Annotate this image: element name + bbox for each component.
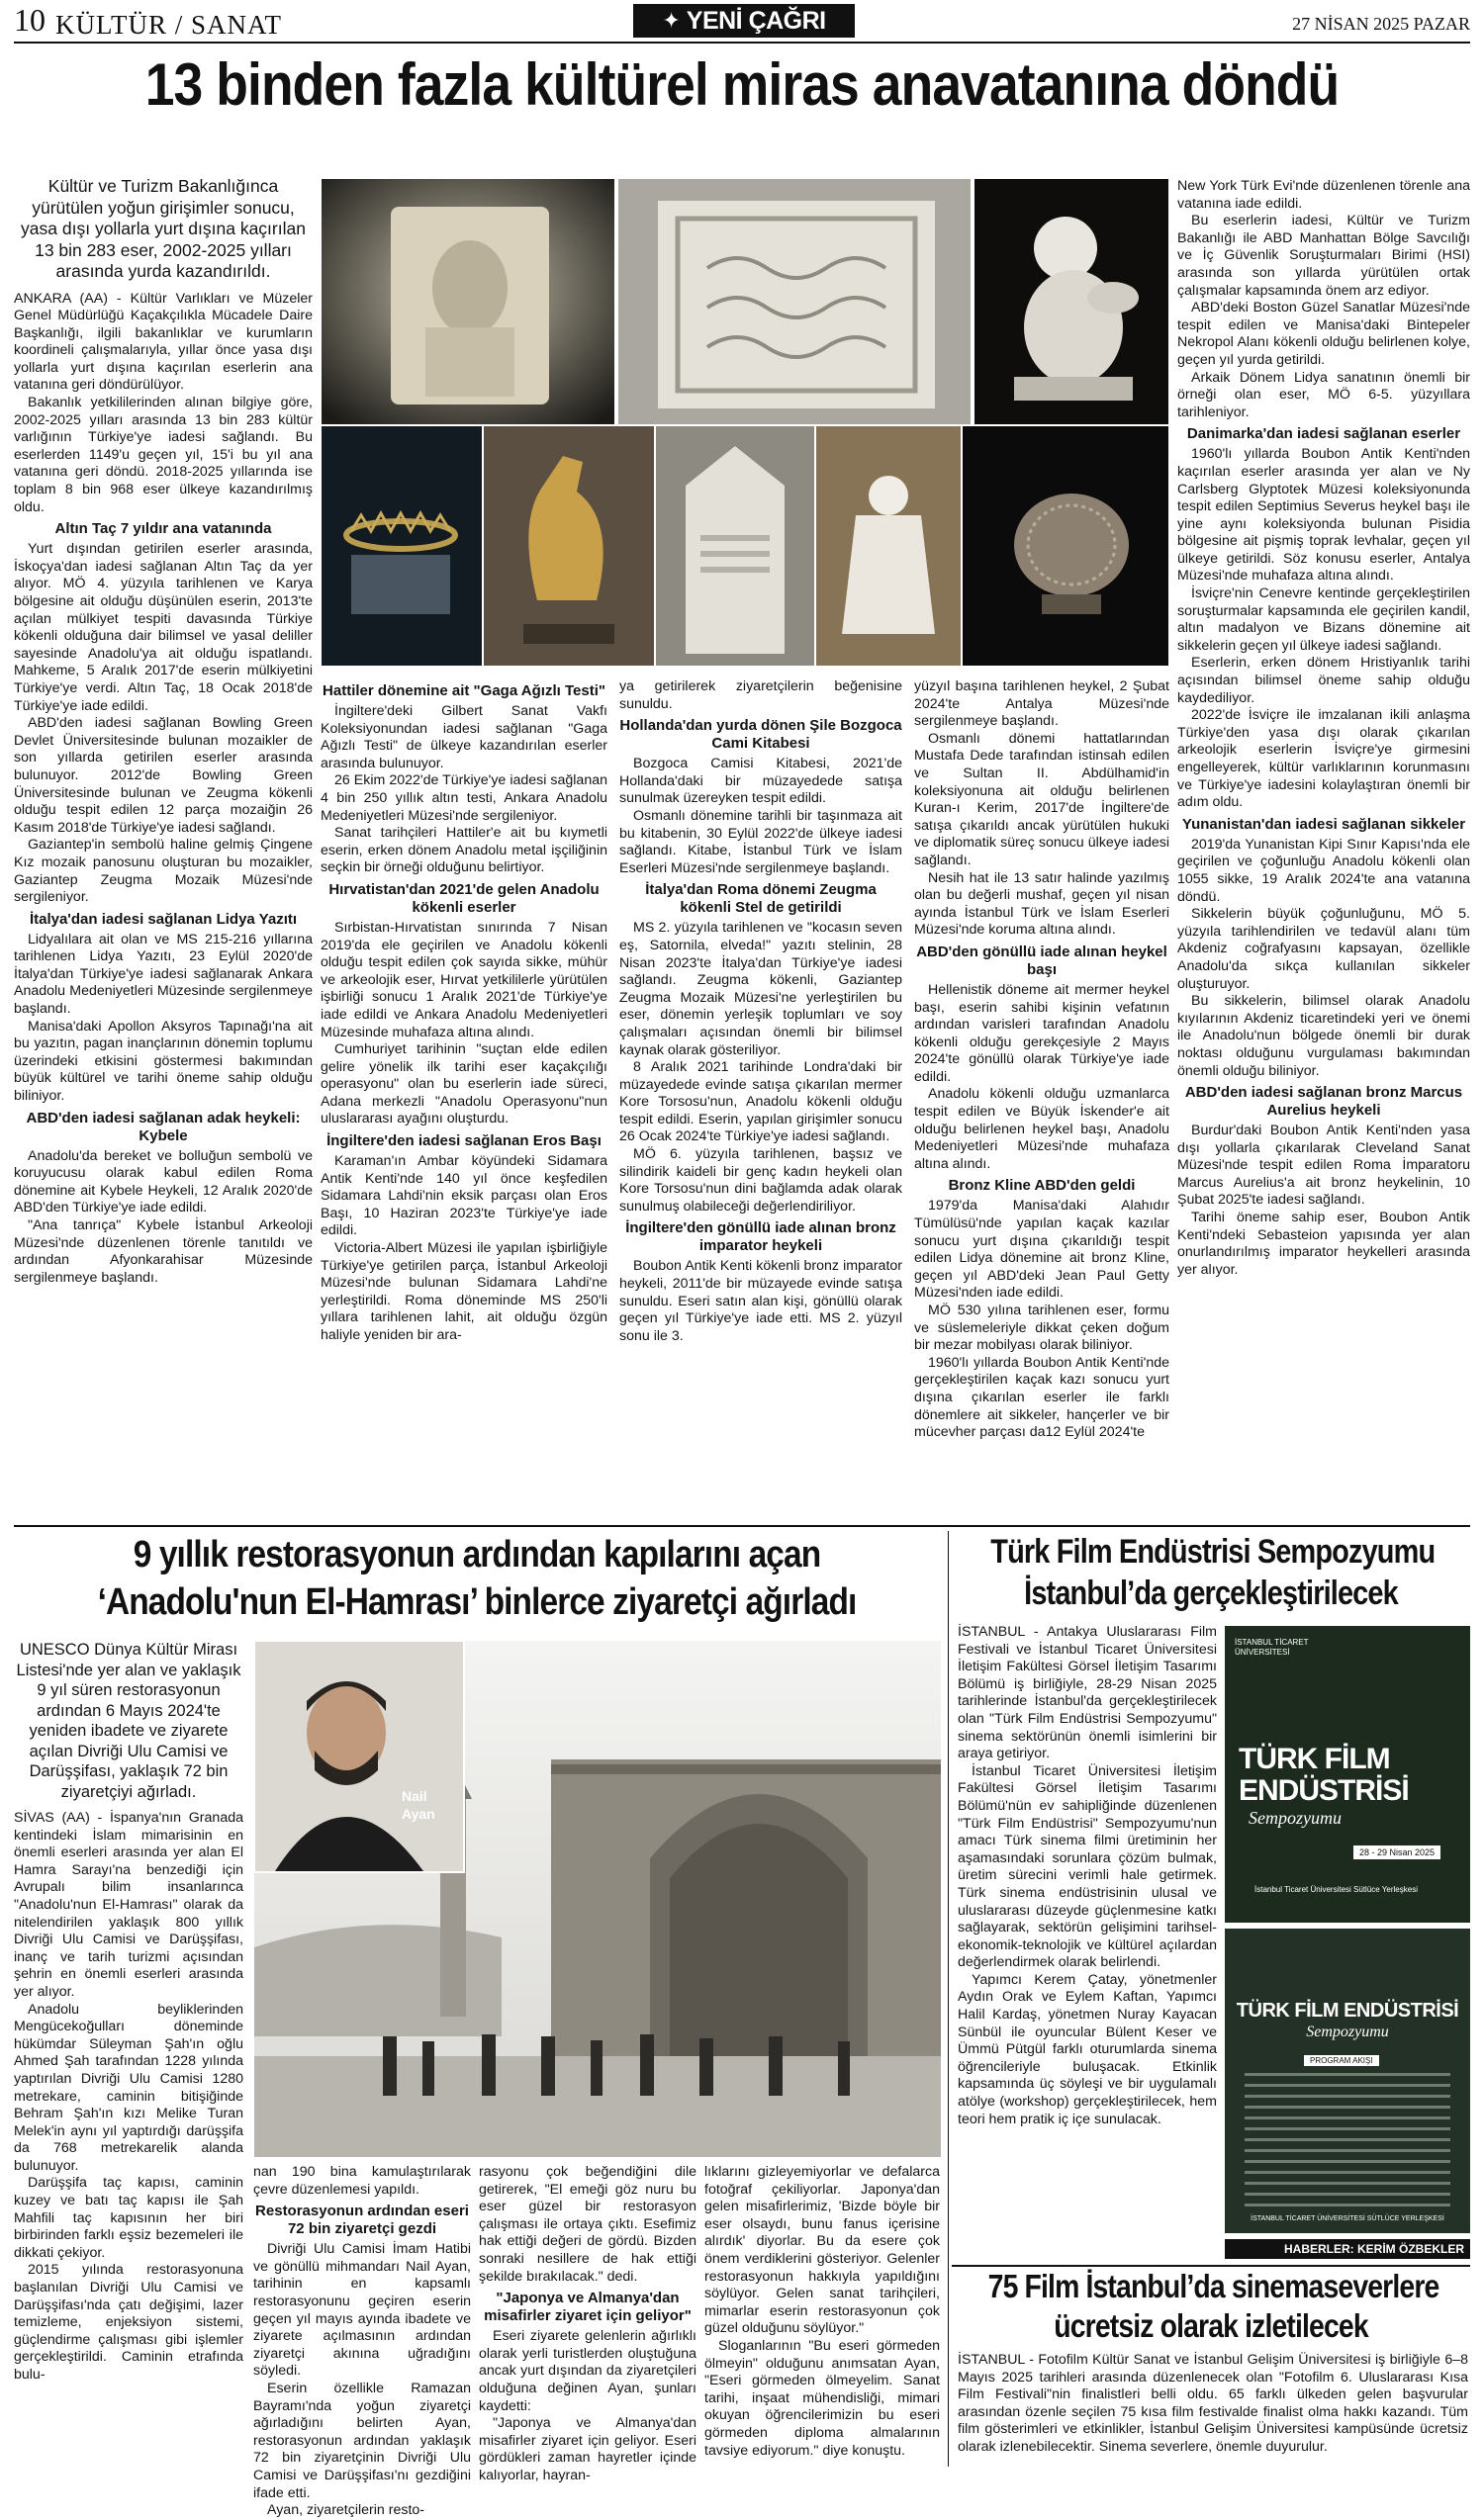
paragraph: İstanbul Ticaret Üniversitesi İletişim Fakültesi Görsel İletişim Tasarımı Bölümü'nün ev sahipliğinde düzenlenen "Türk Film Endüstrisi" Sempozyumu'nun amacı Türk sinema filmi üretiminin her aşamasındaki sorunlara çözüm bulmak, üretim sürecini verimli hale getirmek. Türk sinema endüstrisinin ulusal ve uluslararası düzeyde güçlenmesine katkı sağlayarak, sektörün gelişimini tarihsel- ekonomik-teknolojik ve kültürel açılardan değerlendirmek olarak belirlendi. xyxy=(958,1762,1217,1971)
photo-stele xyxy=(321,178,615,425)
poster1-subtitle: Sempozyumu xyxy=(1249,1808,1342,1828)
poster2-footer: İSTANBUL TİCARET ÜNİVERSİTESİ SÜTLÜCE YERLEŞKESİ xyxy=(1251,2215,1444,2222)
issue-date: 27 NİSAN 2025 PAZAR xyxy=(1292,14,1470,34)
photo-inscription-stone xyxy=(655,425,815,667)
article2-col2 xyxy=(253,2164,471,2519)
subheading: Hırvatistan'dan 2021'de gelen Anadolu kökenli eserler xyxy=(328,880,600,916)
poster2-program-label: PROGRAM AKIŞI xyxy=(1304,2055,1379,2066)
paragraph: Anadolu kökenli olduğu uzmanlarca tespit edilen ve Büyük İskender'e ait olduğu belirlenen heykel başı, Anadolu Medeniyetleri Müzesi'nde muhafaza altına alındı. xyxy=(914,1086,1169,1172)
paragraph: Bu eserlerin iadesi, Kültür ve Turizm Bakanlığı ile ABD Manhattan Bölge Savcılığı ve İç Güvenlik Soruşturmaları Birimi (HSI) arasında son yıllarda yürütülen ortak çalışmalar kapsamında önem arz ediyor. xyxy=(1177,213,1470,299)
paragraph: "Japonya ve Almanya'dan misafirler ziyaret için geliyor. Eseri gördükleri zaman hayretler içinde kalıyorlar, hayran- xyxy=(479,2415,696,2483)
paragraph: 2022'de İsviçre ile imzalanan ikili anlaşma Türkiye'den yasa dışı olarak çıkarılan arkeolojik eserlerin İsviçre'ye girmesini engelleyerek, kültür varlıklarının korunmasını ve Türkiye'ye iadesini kolaylaştıran önemli bir adım oldu. xyxy=(1177,707,1470,811)
paragraph: Osmanlı dönemi hattatlarından Mustafa Dede tarafından istinsah edilen ve Sultan II. Abdülhamid'in koleksiyonuna ait olduğu belirlenen Kuran-ı Kerim, 2017'de İngiltere'de satışa çıkarıldı ancak yürütülen hukuki ve diplomatik süreç sonucu ülkeye iadesi sağlandı. xyxy=(914,730,1169,868)
photo-crown xyxy=(321,425,483,667)
photo-jug xyxy=(483,425,655,667)
paragraph: İSTANBUL - Antakya Uluslararası Film Festivali ve İstanbul Ticaret Üniversitesi İletişim Fakültesi Görsel İletişim Tasarımı Bölümü iş birliğiyle, 28-29 Nisan 2025 tarihlerinde İstanbul'da gerçekleştirilecek olan "Türk Film Endüstrisi Sempozyumu" sinema sektörünün önemli isimlerini bir araya getiriyor. xyxy=(958,1624,1217,1762)
paragraph: SİVAS (AA) - İspanya'nın Granada kentindeki İslam mimarisinin en önemli eserleri arasında yer alan El Hamra Sarayı'na benzediği için Avrupalı bilim insanlarınca "Anadolu'nun El-Hamrası" olarak da nitelendirilen yaklaşık 800 yıllık Divriği Ulu Camisi ve Darüşşifası, inanç ve tarih turizmi açısından şehrin en önemli eserleri arasında yer alıyor. xyxy=(14,1810,243,2000)
paragraph: lıklarını gizleyemiyorlar ve defalarca fotoğraf çekiliyorlar. Japonya'dan gelen misafirlerimiz, 'Bizde böyle bir eser olsaydı, bunu fanus içerisine alırdık' diyorlar. Bu da esere çok önem verdiklerini gösteriyor. Gelenler restorasyonun hakkıyla yapıldığını söylüyor. Gelen sanat tarihçileri, mimarlar eserin restorasyonun çok güzel olduğunu söylüyor." xyxy=(704,2164,940,2337)
section-label: KÜLTÜR / SANAT xyxy=(55,10,283,40)
vertical-rule xyxy=(948,1531,949,2467)
article1-col4 xyxy=(914,678,1169,1519)
section-rule xyxy=(14,1525,1470,1527)
paragraph: Boubon Antik Kenti kökenli bronz imparator heykeli, 2011'de bir müzayede evinde satışa sunuldu. Eseri satın alan kişi, gönüllü olarak geçen yıl Türkiye'ye iade etti. MS 2. yüzyıl sonu ile 3. xyxy=(619,1258,902,1344)
paragraph: MS 2. yüzyıla tarihlenen ve "kocasın seven eş, Satornila, elveda!" yazıtı stelinin, 28 Nisan 2023'te İtalya'dan Türkiye'ye iadesi sağlandı. Zeugma kökenli, Gaziantep Zeugma Mozaik Müzesi'ne yerleştirilen bu eser, dönemin yerleşik toplumları ve soy çalışmaları açısından önemli bir bilimsel kaynak olarak gösteriliyor. xyxy=(619,920,902,1058)
paragraph: Bu sikkelerin, bilimsel olarak Anadolu kıyılarının Akdeniz ticaretindeki yeri ve önemi ile Anadolu'nun bölgede önemli bir durak noktası olduğunu vurgulaması bakımından önemli olduğu biliniyor. xyxy=(1177,993,1470,1079)
article4-headline-line2: ücretsiz olarak izletilecek xyxy=(1054,2307,1368,2344)
paragraph: Gaziantep'in sembolü haline gelmiş Çingene Kız mozaik panosunu oluşturan bu mozaikler, Gaziantep Zeugma Mozaik Müzesi'nde sergileniyor. xyxy=(14,837,313,906)
article1-col2 xyxy=(321,678,607,1519)
article2-col4 xyxy=(704,2164,940,2467)
paragraph: Sanat tarihçileri Hattiler'e ait bu kıymetli eserin, erken dönem Anadolu metal işçiliğinin seçkin bir örneği olduğunu belirtiyor. xyxy=(321,825,607,876)
subheading: İtalya'dan Roma dönemi Zeugma kökenli Stel de getirildi xyxy=(645,881,877,917)
masthead-rule xyxy=(14,42,1470,44)
paragraph: Victoria-Albert Müzesi ile yapılan işbirliğiyle Türkiye'ye getirilen parça, İstanbul Arkeoloji Müzesi'nde bulunan Sidamara Lahdi'ne yerleştirildi. Roma döneminde MS 250'li yıllara tarihlenen lahit, ait olduğu özgün haliyle yeniden bir ara- xyxy=(321,1240,607,1343)
paragraph: "Ana tanrıça" Kybele İstanbul Arkeoloji Müzesi'nde düzenlenen törenle tanıtıldı ve ardından Afyonkarahisar Müzesinde sergilenmeye başlandı. xyxy=(14,1217,313,1286)
article2-col3 xyxy=(479,2164,696,2483)
paragraph: Arkaik Dönem Lidya sanatının önemli bir örneği olan eser, MÖ 6-5. yüzyıllara tarihleniyor. xyxy=(1177,369,1470,420)
paragraph: 2015 yılında restorasyonuna başlanılan Divriği Ulu Camisi ve Darüşşifası'nda çatı değişimi, lazer temizleme, enjeksiyon sistemi, güçlendirme çalışması gibi işlemler gerçekleştirildi. Caminin etrafında bulu- xyxy=(14,2262,243,2383)
newspaper-logo xyxy=(633,4,855,38)
photo-tablet xyxy=(617,178,972,425)
paragraph: Sikkelerin büyük çoğunluğunu, MÖ 5. yüzyıla tarihlendirilen ve tedavül alanı tüm Akdeniz coğrafyasını kapsayan, özellikle Anadolu'da sıkça kullanılan sikkeler oluşturuyor. xyxy=(1177,906,1470,992)
paragraph: Eseri ziyarete gelenlerin ağırlıklı olarak yerli turistlerden oluştuğuna ancak yurt dışından da ziyaretçileri olduğuna değinen Ayan, şunları kaydetti: xyxy=(479,2328,696,2414)
paragraph: 26 Ekim 2022'de Türkiye'ye iadesi sağlanan 4 bin 250 yıllık altın testi, Ankara Anadolu Medeniyetleri Müzesi'nde sergileniyor. xyxy=(321,772,607,824)
paragraph: Bakanlık yetkililerinden alınan bilgiye göre, 2002-2025 yılları arasında 13 bin 283 kültür varlığının Türkiye'ye iadesi sağlandı. Bu eserlerden 1149'u geçen yıl, 15'i bu yıl ana vatanına geri döndü. 2018-2025 yıllarında ise toplam 8 bin 968 eser ülkeye kazandırılmış oldu. xyxy=(14,395,313,515)
article1-headline: 13 binden fazla kültürel miras anavatanına döndü xyxy=(144,51,1340,118)
paragraph: 2019'da Yunanistan Kipi Sınır Kapısı'nda ele geçirilen ve çoğunluğu Anadolu kökenli olan 1055 sikke, 19 Aralık 2024'te ana vatanına döndü. xyxy=(1177,836,1470,905)
paragraph: Darüşşifa taç kapısı, caminin kuzey ve batı taç kapısı ile Şah Mahfili taç kapısının her biri birbirinden farklı eşsiz bezemeleri ile dikkati çekiyor. xyxy=(14,2175,243,2261)
subheading: ABD'den iadesi sağlanan adak heykeli: Kybele xyxy=(26,1109,301,1144)
paragraph: 8 Aralık 2021 tarihinde Londra'daki bir müzayedede evinde satışa çıkarılan mermer Kore Torsosu'nun, Anadolu kökenli olduğu tespit edildi. Eserin, yapılan girişimler sonucu 26 Ocak 2024'te Türkiye'ye iadesi sağlandı. xyxy=(619,1059,902,1145)
paragraph: Eserlerin, erken dönem Hristiyanlık tarihi açısından bilimsel öneme sahip olduğu kaydediliyor. xyxy=(1177,655,1470,706)
paragraph: ya getirilerek ziyaretçilerin beğenisine sunuldu. xyxy=(619,678,902,712)
paragraph: Tarihi öneme sahip eser, Boubon Antik Kenti'ndeki Sebasteion yapısında yer alan onurlandırılmış imparator heykelleri arasında yer alıyor. xyxy=(1177,1210,1470,1278)
paragraph: Sloganlarının "Bu eseri görmeden ölmeyin" olduğunu anımsatan Ayan, "Eseri görmeden ölmeyelim. Sanat tarihi, inşaat mühendisliği, mimari okuyan öğrencilerimizin bu eseri görmeden diploma almalarının tavsiye ediyorum." diye konuştu. xyxy=(704,2337,940,2459)
article3-headline-line1: Türk Film Endüstrisi Sempozyumu xyxy=(990,1533,1436,1571)
author-photo xyxy=(253,1640,465,1873)
paragraph: Anadolu'da bereket ve bolluğun sembolü ve koruyucusu olarak kabul edilen Roma dönemine ait Kybele Heykeli, 12 Aralık 2020'de ABD'den Türkiye'ye iade edildi. xyxy=(14,1147,313,1216)
article4-headline-line1: 75 Film İstanbul’da sinemaseverlere xyxy=(987,2268,1439,2304)
paragraph: Karaman'ın Ambar köyündeki Sidamara Antik Kenti'nde 140 yıl önce keşfedilen Sidamara Lahdi'nin eksik parçası olan Eros Başı, 10 Haziran 2023'te Türkiye'ye iade edildi. xyxy=(321,1153,607,1239)
subheading: İngiltere'den gönüllü iade alınan bronz imparator heykeli xyxy=(625,1219,896,1255)
poster1-title-line1: TÜRK FİLM xyxy=(1239,1743,1390,1775)
paragraph: Yapımcı Kerem Çatay, yönetmenler Aydın Orak ve Eylem Kaftan, Yapımcı Halil Kardaş, yönetmen Nuray Kayacan Sünbül ile oyuncular Bülent Keser ve Ümmü Pütgül farklı oturumlarda sinema öğrencileriyle buluşacak. Etkinlik kapsamında üç söyleşi ve bir uygulamalı atölye (workshop) gerçekleştirilecek, hem teori hem pratik iç içe sunulacak. xyxy=(958,1971,1217,2127)
subheading: ABD'den iadesi sağlanan bronz Marcus Aurelius heykeli xyxy=(1184,1084,1463,1120)
symposium-poster-2 xyxy=(1225,1929,1470,2233)
poster1-venue: İstanbul Ticaret Üniversitesi Sütlüce Yerleşkesi xyxy=(1254,1885,1418,1894)
paragraph: Yurt dışından getirilen eserler arasında, İskoçya'dan iadesi sağlanan Altın Taç da yer alıyor. MÖ 4. yüzyıla tarihlenen ve Karya bölgesine ait olduğu düşünülen eserin, 2013'te açılan mülkiyet tespiti davasında Türkiye kökenli olduğuna dair bilimsel ve yasal deliller sayesinde Anadolu'ya ait olduğu ispatlandı. Mahkeme, 5 Aralık 2017'de eserin mülkiyetini Türkiye'ye verdi. Altın Taç, 18 Ocak 2018'de Türkiye'ye iade edildi. xyxy=(14,541,313,714)
subheading: Altın Taç 7 yıldır ana vatanında xyxy=(54,520,272,538)
poster2-program-lines xyxy=(1245,2073,1450,2207)
paragraph: Ayan, ziyaretçilerin resto- xyxy=(267,2502,425,2519)
paragraph: Osmanlı dönemine tarihli bir taşınmaza ait bu kitabenin, 30 Eylül 2022'de ülkeye iadesi sağlandı. Kitabe, İstanbul Türk ve İslam Eserleri Müzesi'nde sergilenmeye başlandı. xyxy=(619,807,902,876)
subheading: Restorasyonun ardından eseri 72 bin ziyaretçi gezdi xyxy=(255,2203,469,2238)
photo-cherub xyxy=(974,178,1169,425)
byline-bar: HABERLER: KERİM ÖZBEKLER xyxy=(1225,2239,1470,2259)
subheading: Hollanda'dan yurda dönen Şile Bozgoca Cami Kitabesi xyxy=(619,717,902,753)
paragraph: 1979'da Manisa'daki Alahıdır Tümülüsü'nde yapılan kaçak kazılar sonucu yurt dışına çıkarıldığı tespit edilen Lidya dönemine ait bronz Kline, geçen yıl ABD'deki Jean Paul Getty Müzesi'nden iade edildi. xyxy=(914,1198,1169,1302)
paragraph: Anadolu beyliklerinden Mengücekoğulları döneminde hükümdar Süleyman Şah'ın oğlu Ahmed Şah tarafından 1228 yılında yaptırılan Divriği Ulu Camisi 1280 metrekare, caminin bitişiğinde Behram Şah'ın kızı Melike Turan Melek'in aynı yıl yaptırdığı darüşşifa da 768 metrekarelik alanda bulunuyor. xyxy=(14,2001,243,2174)
poster2-subtitle: Sempozyumu xyxy=(1306,2024,1389,2040)
paragraph: ANKARA (AA) - Kültür Varlıkları ve Müzeler Genel Müdürlüğü Kaçakçılıkla Mücadele Daire Başkanlığı, ilgili bakanlıklar ve kurumların koordineli çalışmalarıyla, yıllar önce yasa dışı yollarla yurt dışına kaçırılan eserlerin ana vatanına geri döndürülüyor. xyxy=(14,290,313,394)
article2-deck: UNESCO Dünya Kültür Mirası Listesi'nde yer alan ve yaklaşık 9 yıl süren restorasyonun ardından 6 Mayıs 2024'te yeniden ibadete ve ziyarete açılan Divriği Ulu Camisi ve Darüşşifası, yaklaşık 72 bin ziyaretçiyi ağırladı. xyxy=(16,1641,241,1801)
paragraph: Manisa'daki Apollon Aksyros Tapınağı'na ait bu yazıtın, pagan inançlarının dönemin toplumu üzerindeki etkisini göstermesi bakımından büyük kültürel ve tarihi öneme sahip olduğu biliniyor. xyxy=(14,1018,313,1105)
photo-kline xyxy=(962,425,1169,667)
article2-headline-line2: ‘Anadolu'nun El-Hamrası’ binlerce ziyaretçi ağırladı xyxy=(97,1581,857,1623)
article3-body xyxy=(958,1624,1217,2295)
paragraph: İsviçre'nin Cenevre kentinde gerçekleştirilen soruşturmalar kapsamında ele geçirilen kandil, altın madalyon ve Bizans dönemine ait sikkelerin geçen yıl ülkeye iadesi sağlandı. xyxy=(1177,585,1470,654)
poster1-title-line2: ENDÜSTRİSİ xyxy=(1239,1774,1409,1807)
paragraph: Nesih hat ile 13 satır halinde yazılmış olan bu değerli mushaf, geçen yıl nisan ayında İstanbul Türk ve İslam Eserleri Müzesi'nde koruma altına alındı. xyxy=(914,869,1169,939)
photo-kybele xyxy=(815,425,962,667)
article4-paragraph: İSTANBUL - Fotofilm Kültür Sanat ve İstanbul Gelişim Üniversitesi iş birliğiyle 6–8 Mayıs 2025 tarihleri arasında düzenlenecek olan "Fotofilm 6. Uluslararası Kısa Film Festivali"nin finalistleri belli oldu. 65 farklı ülkeden gelen başvurular arasından özenle seçilen 75 kısa film festivalde finalist olma hakkı kazandı. Tüm film gösterimleri ve etkinlikler, İstanbul Gelişim Üniversitesi kampüsünde ücretsiz olarak izlenebilecektir. Sinema severlere, önemle duyurulur. xyxy=(958,2352,1468,2455)
paragraph: Cumhuriyet tarihinin "suçtan elde edilen gelire yönelik ilk tarihi eser kaçakçılığı operasyonu" olan bu eserlerin iade süreci, Adana merkezli "Anadolu Operasyonu"nun uluslararası ayağını oluşturdu. xyxy=(321,1041,607,1127)
subheading: Danimarka'dan iadesi sağlanan eserler xyxy=(1186,425,1461,443)
symposium-poster-1 xyxy=(1225,1626,1470,1923)
author-name-line1: Nail xyxy=(402,1788,427,1804)
paragraph: ABD'deki Boston Güzel Sanatlar Müzesi'nde tespit edilen ve Manisa'daki Bintepeler Nekropol Alanı kökenli olduğu belirlenen kolye, geçen yıl yurda getirildi. xyxy=(1177,300,1470,368)
subheading: İtalya'dan iadesi sağlanan Lidya Yazıtı xyxy=(29,910,298,928)
paragraph: Lidyalılara ait olan ve MS 215-216 yıllarına tarihlenen Lidya Yazıtı, 23 Eylül 2020'de İtalya'dan Türkiye'ye iadesi sağlanarak Ankara Anadolu Medeniyetleri Müzesinde sergilenmeye başlandı. xyxy=(14,931,313,1018)
paragraph: Divriği Ulu Camisi İmam Hatibi ve gönüllü mihmandarı Nail Ayan, tarihinin en kapsamlı restorasyonunu geçiren eserin geçen yıl mayıs ayında ibadete ve ziyarete açılmasının ardından ziyaretçi akınına uğradığını söyledi. xyxy=(253,2241,471,2380)
subheading: Hattiler dönemine ait "Gaga Ağızlı Testi" xyxy=(323,682,605,699)
paragraph: nan 190 bina kamulaştırılarak çevre düzenlemesi yapıldı. xyxy=(253,2164,471,2198)
page-number: 10 xyxy=(14,2,46,38)
article2-col1 xyxy=(14,1640,243,2467)
article1-col1-body xyxy=(14,291,313,1288)
subheading: İngiltere'den iadesi sağlanan Eros Başı xyxy=(326,1132,602,1150)
article3-headline-line2: İstanbul’da gerçekleştirilecek xyxy=(1024,1575,1398,1612)
paragraph: MÖ 530 yılına tarihlenen eser, formu ve süslemeleriyle dikkat çeken doğum bir mezar mobilyası olarak biliniyor. xyxy=(914,1303,1169,1354)
poster1-dates: 28 - 29 Nisan 2025 xyxy=(1353,1845,1440,1859)
paragraph: Eserin özellikle Ramazan Bayramı'nda yoğun ziyaretçi ağırladığını belirten Ayan, restorasyonun ardından yaklaşık 72 bin ziyaretçinin Divriği Ulu Camisi ve Darüşşifası'nı gezdiğini ifade etti. xyxy=(253,2380,471,2501)
poster1-org: İSTANBUL TİCARET ÜNİVERSİTESİ xyxy=(1235,1638,1309,1657)
article2-headline-line1: 9 yıllık restorasyonun ardından kapılarını açan xyxy=(133,1534,821,1575)
paragraph: MÖ 6. yüzyıla tarihlenen, başsız ve silindirik kaideli bir genç kadın heykeli olan Kore Torsosu'nun dini bağlamda adak olarak sunulmuş olabileceği değerlendiriliyor. xyxy=(619,1146,902,1215)
subheading: Bronz Kline ABD'den geldi xyxy=(948,1177,1136,1195)
subheading: Yunanistan'dan iadesi sağlanan sikkeler xyxy=(1181,815,1466,833)
paragraph: 1960'lı yıllarda Boubon Antik Kenti'nden kaçırılan eserler arasında yer alan ve Ny Carlsberg Glyptotek Müzesi koleksiyonunda tespit edilen Septimius Severus heykel başı ile yine aynı koleksiyonda bulunan Pisidia bölgesine ait pişmiş toprak levhalar, geçen yıl ülkeye getirildi. Söz konusu eserler, Antalya Müzesi'nde muhafaza altına alındı. xyxy=(1177,446,1470,585)
paragraph: İngiltere'deki Gilbert Sanat Vakfı Koleksiyonundan iadesi sağlanan "Gaga Ağızlı Testi" de ülkeye kazandırılan eserler arasında bulunuyor. xyxy=(321,703,607,771)
torch-icon: ✦ xyxy=(662,8,681,34)
paragraph: Hellenistik döneme ait mermer heykel başı, eserin sahibi kişinin vefatının ardından varisleri tarafından Anadolu kökenli olduğu gerekçesiyle 2 Mayıs 2024'te gönüllü olarak Türkiye'ye iade edildi. xyxy=(914,981,1169,1085)
author-name-line2: Ayan xyxy=(402,1806,435,1822)
article1-col1 xyxy=(14,176,313,1519)
paragraph: New York Türk Evi'nde düzenlenen törenle ana vatanına iade edildi. xyxy=(1177,178,1470,212)
paragraph: rasyonu çok beğendiğini dile getirerek, "El emeği göz nuru bu eser güzel bir restorasyon çalışması ile ortaya çıktı. Esefimiz hak ettiği değeri de gördü. Bizden sonraki nesillere de hak ettiği şekilde bırakılacak." dedi. xyxy=(479,2164,696,2285)
article1-deck: Kültür ve Turizm Bakanlığınca yürütülen yoğun girişimler sonucu, yasa dışı yollarla yurt dışına kaçırılan 13 bin 283 eser, 2002-2025 yılları arasında yurda kazandırıldı. xyxy=(21,176,306,281)
logo-text: YENİ ÇAĞRI xyxy=(686,6,826,35)
paragraph: Sırbistan-Hırvatistan sınırında 7 Nisan 2019'da ele geçirilen ve Anadolu kökenli olduğu tespit edilen çok sayıda sikke, mühür ve arkeolojik eser, Hırvat yetkililerle yürütülen işbirliği sonucu 1 Aralık 2021'de Türkiye'ye iade edildi ve Ankara Anadolu Medeniyetleri Müzesinde muhafaza altına alındı. xyxy=(321,919,607,1040)
article1-col3 xyxy=(619,678,902,1519)
paragraph: yüzyıl başına tarihlenen heykel, 2 Şubat 2024'te Antalya Müzesi'nde sergilenmeye başlandı. xyxy=(914,678,1169,730)
paragraph: ABD'den iadesi sağlanan Bowling Green Devlet Üniversitesinde bulunan mozaikler de son yıllarda getirilen eserler arasında bulunuyor. 2012'de Bowling Green Üniversitesinde bulunan ve Zeugma kökenli olduğu tespit edilen 12 parça mozaiğin 26 Kasım 2018'de Türkiye'ye iadesi sağlandı. xyxy=(14,715,313,836)
paragraph: 1960'lı yıllarda Boubon Antik Kenti'nde gerçekleştirilen kaçak kazı sonucu yurt dışına çıkarılan eserler ile farklı dönemlere ait sikkeler, hançerler ve bir mücevher parçası da12 Eylül 2024'te xyxy=(914,1354,1169,1441)
subheading: ABD'den gönüllü iade alınan heykel başı xyxy=(916,943,1167,978)
paragraph: Bozgoca Camisi Kitabesi, 2021'de Hollanda'daki bir müzayedede satışa sunulmak üzereyken tespit edildi. xyxy=(619,756,902,807)
paragraph: Burdur'daki Boubon Antik Kenti'nden yasa dışı yollarla çıkarılarak Cleveland Sanat Müzesi'nde tespit edilen Roma İmparatoru Marcus Aurelius'a ait bronz heykelinin, 10 Şubat 2025'te iadesi sağlandı. xyxy=(1177,1123,1470,1209)
article4-body xyxy=(958,2352,1468,2467)
subheading: "Japonya ve Almanya'dan misafirler ziyaret için geliyor" xyxy=(484,2290,692,2325)
poster2-title: TÜRK FİLM ENDÜSTRİSİ xyxy=(1236,2000,1459,2022)
article1-col5 xyxy=(1177,178,1470,1519)
